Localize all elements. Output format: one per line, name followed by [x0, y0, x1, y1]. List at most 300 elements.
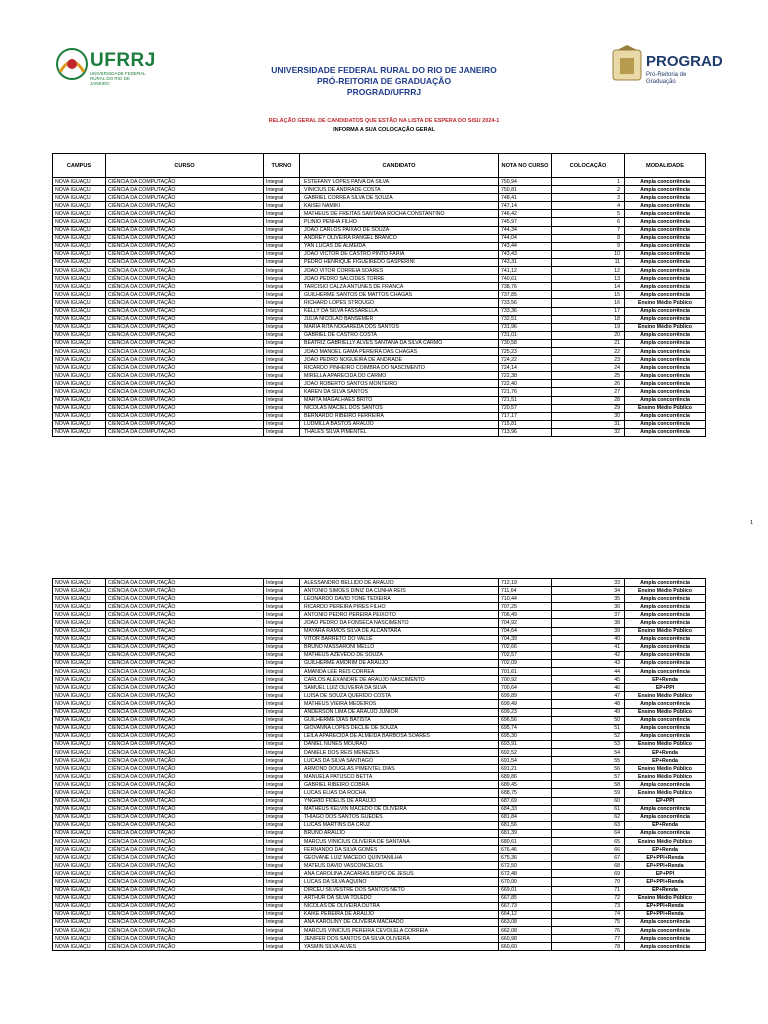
cell-turno: Integral: [264, 894, 300, 902]
cell-candidato: THALES SILVA PIMENTEL: [300, 428, 499, 436]
cell-candidato: ANTONIO PEDRO PEREIRA PEIXOTO: [300, 611, 499, 619]
cell-candidato: FERNANDO DA SILVA GOMES: [300, 846, 499, 854]
header-pro-reitoria: PRÓ-REITORIA DE GRADUAÇÃO: [316, 76, 452, 86]
cell-modalidade: EP+PPI: [625, 870, 706, 878]
cell-nota: 691,21: [499, 765, 552, 773]
cell-curso: CIÊNCIA DA COMPUTAÇÃO: [106, 902, 264, 910]
cell-candidato: ANA KAROLINY DE OLIVEIRA MACHADO: [300, 918, 499, 926]
cell-colocacao: 7: [552, 226, 625, 234]
cell-campus: NOVA IGUAÇU: [53, 412, 106, 420]
cell-curso: CIÊNCIA DA COMPUTAÇÃO: [106, 218, 264, 226]
cell-campus: NOVA IGUAÇU: [53, 364, 106, 372]
cell-curso: CIÊNCIA DA COMPUTAÇÃO: [106, 862, 264, 870]
table-row: [53, 579, 706, 587]
cell-campus: NOVA IGUAÇU: [53, 619, 106, 627]
cell-candidato: KELLY DA SILVA FASSARELLA: [300, 307, 499, 315]
cell-colocacao: 53: [552, 740, 625, 748]
cell-campus: NOVA IGUAÇU: [53, 659, 106, 667]
cell-campus: NOVA IGUAÇU: [53, 829, 106, 837]
cell-turno: Integral: [264, 178, 300, 186]
cell-candidato: TARCISIO CALZA ANTUNES DE FRANCA: [300, 283, 499, 291]
cell-campus: NOVA IGUAÇU: [53, 202, 106, 210]
cell-turno: Integral: [264, 740, 300, 748]
cell-modalidade: Ampla concorrência: [625, 283, 706, 291]
cell-curso: CIÊNCIA DA COMPUTAÇÃO: [106, 372, 264, 380]
cell-campus: NOVA IGUAÇU: [53, 331, 106, 339]
cell-turno: Integral: [264, 700, 300, 708]
cell-turno: Integral: [264, 732, 300, 740]
cell-nota: 701,61: [499, 668, 552, 676]
cell-nota: 699,23: [499, 708, 552, 716]
cell-campus: NOVA IGUAÇU: [53, 388, 106, 396]
cell-nota: 672,50: [499, 862, 552, 870]
cell-modalidade: Ampla concorrência: [625, 595, 706, 603]
cell-campus: NOVA IGUAÇU: [53, 668, 106, 676]
cell-modalidade: Ampla concorrência: [625, 412, 706, 420]
cell-colocacao: 73: [552, 902, 625, 910]
page-number: 1: [750, 520, 754, 526]
cell-modalidade: Ampla concorrência: [625, 611, 706, 619]
cell-turno: Integral: [264, 356, 300, 364]
cell-nota: 669,01: [499, 886, 552, 894]
cell-campus: NOVA IGUAÇU: [53, 267, 106, 275]
cell-colocacao: 63: [552, 821, 625, 829]
table-row: [53, 250, 706, 258]
cell-campus: NOVA IGUAÇU: [53, 315, 106, 323]
cell-campus: NOVA IGUAÇU: [53, 250, 106, 258]
cell-campus: NOVA IGUAÇU: [53, 635, 106, 643]
cell-nota: 688,75: [499, 789, 552, 797]
cell-campus: NOVA IGUAÇU: [53, 234, 106, 242]
cell-candidato: JOAO ROBERTO SANTOS MONTEIRO: [300, 380, 499, 388]
cell-colocacao: 35: [552, 595, 625, 603]
cell-candidato: PEDRO HENRIQUE FIGUEIREDO GASPERINI: [300, 258, 499, 266]
cell-campus: NOVA IGUAÇU: [53, 684, 106, 692]
cell-modalidade: Ensino Médio Público: [625, 404, 706, 412]
cell-turno: Integral: [264, 347, 300, 355]
cell-curso: CIÊNCIA DA COMPUTAÇÃO: [106, 765, 264, 773]
cell-modalidade: Ampla concorrência: [625, 420, 706, 428]
cell-curso: CIÊNCIA DA COMPUTAÇÃO: [106, 643, 264, 651]
cell-colocacao: 39: [552, 627, 625, 635]
cell-colocacao: 17: [552, 307, 625, 315]
cell-candidato: DANIEL NUNES MOURAO: [300, 740, 499, 748]
cell-candidato: THIAGO DOS SANTOS GUEDES: [300, 813, 499, 821]
cell-curso: CIÊNCIA DA COMPUTAÇÃO: [106, 870, 264, 878]
cell-nota: 692,52: [499, 748, 552, 756]
cell-curso: CIÊNCIA DA COMPUTAÇÃO: [106, 692, 264, 700]
cell-campus: NOVA IGUAÇU: [53, 886, 106, 894]
cell-modalidade: Ampla concorrência: [625, 635, 706, 643]
cell-modalidade: Ensino Médio Público: [625, 692, 706, 700]
cell-curso: CIÊNCIA DA COMPUTAÇÃO: [106, 194, 264, 202]
cell-colocacao: 28: [552, 396, 625, 404]
cell-candidato: MAYARA RAMOS SILVA DE ALCANTARA: [300, 627, 499, 635]
cell-nota: 696,56: [499, 716, 552, 724]
cell-candidato: JOAO CARLOS PAIXAO DE SOUZA: [300, 226, 499, 234]
table-row: [53, 339, 706, 347]
cell-colocacao: 64: [552, 829, 625, 837]
table-row: [53, 299, 706, 307]
cell-modalidade: EP+Renda: [625, 846, 706, 854]
cell-turno: Integral: [264, 748, 300, 756]
cell-curso: CIÊNCIA DA COMPUTAÇÃO: [106, 396, 264, 404]
cell-candidato: VINICIUS DE ANDRADE COSTA: [300, 186, 499, 194]
cell-modalidade: EP+PPI+Renda: [625, 878, 706, 886]
cell-campus: NOVA IGUAÇU: [53, 700, 106, 708]
table-row: [53, 356, 706, 364]
table-row: [53, 773, 706, 781]
cell-turno: Integral: [264, 396, 300, 404]
cell-colocacao: 2: [552, 186, 625, 194]
cell-campus: NOVA IGUAÇU: [53, 339, 106, 347]
cell-turno: Integral: [264, 838, 300, 846]
cell-campus: NOVA IGUAÇU: [53, 299, 106, 307]
cell-nota: 744,34: [499, 226, 552, 234]
cell-nota: 699,49: [499, 700, 552, 708]
cell-modalidade: Ampla concorrência: [625, 307, 706, 315]
cell-modalidade: Ampla concorrência: [625, 935, 706, 943]
cell-colocacao: 60: [552, 797, 625, 805]
cell-modalidade: EP+PPI: [625, 797, 706, 805]
cell-colocacao: 61: [552, 805, 625, 813]
cell-campus: NOVA IGUAÇU: [53, 579, 106, 587]
cell-campus: NOVA IGUAÇU: [53, 854, 106, 862]
cell-nota: 691,54: [499, 757, 552, 765]
cell-campus: NOVA IGUAÇU: [53, 813, 106, 821]
cell-turno: Integral: [264, 757, 300, 765]
cell-colocacao: 31: [552, 420, 625, 428]
cell-modalidade: Ampla concorrência: [625, 372, 706, 380]
cell-campus: NOVA IGUAÇU: [53, 347, 106, 355]
cell-turno: Integral: [264, 765, 300, 773]
cell-candidato: LUCAS DA SILVA AQUINO: [300, 878, 499, 886]
cell-modalidade: Ampla concorrência: [625, 178, 706, 186]
cell-modalidade: Ampla concorrência: [625, 781, 706, 789]
cell-curso: CIÊNCIA DA COMPUTAÇÃO: [106, 708, 264, 716]
cell-nota: 700,92: [499, 676, 552, 684]
cell-turno: Integral: [264, 862, 300, 870]
cell-nota: 721,76: [499, 388, 552, 396]
cell-candidato: VITOR BARRETO DO VALLE: [300, 635, 499, 643]
cell-colocacao: 14: [552, 283, 625, 291]
cell-candidato: KAIKE PEREIRA DE ARAUJO: [300, 910, 499, 918]
table-row: [53, 587, 706, 595]
cell-turno: Integral: [264, 902, 300, 910]
cell-turno: Integral: [264, 234, 300, 242]
cell-campus: NOVA IGUAÇU: [53, 283, 106, 291]
cell-nota: 731,96: [499, 323, 552, 331]
cell-modalidade: Ampla concorrência: [625, 234, 706, 242]
cell-colocacao: 59: [552, 789, 625, 797]
cell-turno: Integral: [264, 339, 300, 347]
cell-turno: Integral: [264, 943, 300, 951]
cell-nota: 743,44: [499, 242, 552, 250]
cell-turno: Integral: [264, 404, 300, 412]
cell-turno: Integral: [264, 781, 300, 789]
cell-curso: CIÊNCIA DA COMPUTAÇÃO: [106, 210, 264, 218]
cell-candidato: BRUNO ARAUJO: [300, 829, 499, 837]
cell-turno: Integral: [264, 267, 300, 275]
cell-candidato: ALESSANDRO BELLIDO DE ARAUJO: [300, 579, 499, 587]
cell-modalidade: Ensino Médio Público: [625, 838, 706, 846]
cell-candidato: MATHEUS KELVIN MACEDO DE OLIVEIRA: [300, 805, 499, 813]
cell-candidato: LUCAS DA SILVA SANTIAGO: [300, 757, 499, 765]
cell-nota: 676,46: [499, 846, 552, 854]
cell-colocacao: 45: [552, 676, 625, 684]
cell-candidato: BRUNO MASSARONI MELLO: [300, 643, 499, 651]
cell-campus: NOVA IGUAÇU: [53, 740, 106, 748]
cell-turno: Integral: [264, 611, 300, 619]
table-row: [53, 708, 706, 716]
cell-colocacao: 23: [552, 356, 625, 364]
cell-modalidade: Ampla concorrência: [625, 339, 706, 347]
cell-nota: 689,45: [499, 781, 552, 789]
cell-campus: NOVA IGUAÇU: [53, 918, 106, 926]
cell-modalidade: Ampla concorrência: [625, 388, 706, 396]
cell-candidato: ESTEFANY LOPES PAIVA DA SILVA: [300, 178, 499, 186]
cell-nota: 733,36: [499, 307, 552, 315]
table-row: [53, 275, 706, 283]
table-row: [53, 364, 706, 372]
cell-nota: 725,23: [499, 347, 552, 355]
table-row: [53, 380, 706, 388]
cell-nota: 707,25: [499, 603, 552, 611]
cell-turno: Integral: [264, 651, 300, 659]
cell-campus: NOVA IGUAÇU: [53, 692, 106, 700]
cell-turno: Integral: [264, 829, 300, 837]
candidates-table-page-2: [52, 578, 706, 951]
cell-colocacao: 15: [552, 291, 625, 299]
cell-candidato: NICOLAS DE OLIVEIRA DUTRA: [300, 902, 499, 910]
cell-colocacao: 51: [552, 724, 625, 732]
cell-modalidade: Ensino Médio Público: [625, 627, 706, 635]
cell-candidato: DANIELE DOS REIS MENEZES: [300, 748, 499, 756]
cell-nota: 681,39: [499, 829, 552, 837]
cell-curso: CIÊNCIA DA COMPUTAÇÃO: [106, 603, 264, 611]
cell-candidato: YASMIN SILVA ALVES: [300, 943, 499, 951]
cell-colocacao: 25: [552, 372, 625, 380]
table-row: [53, 404, 706, 412]
cell-colocacao: 67: [552, 854, 625, 862]
cell-colocacao: 76: [552, 927, 625, 935]
cell-candidato: JOAO VITOR CORREIA SOARES: [300, 267, 499, 275]
cell-curso: CIÊNCIA DA COMPUTAÇÃO: [106, 935, 264, 943]
cell-turno: Integral: [264, 676, 300, 684]
cell-curso: CIÊNCIA DA COMPUTAÇÃO: [106, 283, 264, 291]
cell-colocacao: 12: [552, 267, 625, 275]
cell-nota: 722,38: [499, 372, 552, 380]
cell-colocacao: 29: [552, 404, 625, 412]
cell-turno: Integral: [264, 927, 300, 935]
cell-curso: CIÊNCIA DA COMPUTAÇÃO: [106, 748, 264, 756]
table-row: [53, 659, 706, 667]
cell-campus: NOVA IGUAÇU: [53, 194, 106, 202]
cell-turno: Integral: [264, 210, 300, 218]
cell-curso: CIÊNCIA DA COMPUTAÇÃO: [106, 918, 264, 926]
cell-campus: NOVA IGUAÇU: [53, 420, 106, 428]
cell-colocacao: 46: [552, 684, 625, 692]
cell-candidato: RICARDO PINHEIRO COIMBRA DO NASCIMENTO: [300, 364, 499, 372]
cell-nota: 684,33: [499, 805, 552, 813]
cell-campus: NOVA IGUAÇU: [53, 323, 106, 331]
table-row: [53, 805, 706, 813]
cell-modalidade: Ampla concorrência: [625, 813, 706, 821]
report-subtitle: INFORMA A SUA COLOCAÇÃO GERAL: [333, 127, 435, 133]
cell-colocacao: 44: [552, 668, 625, 676]
cell-turno: Integral: [264, 659, 300, 667]
cell-turno: Integral: [264, 412, 300, 420]
table-row: [53, 307, 706, 315]
candidates-table-page-1: [52, 153, 706, 437]
cell-curso: CIÊNCIA DA COMPUTAÇÃO: [106, 619, 264, 627]
cell-candidato: JOAO VICTOR DE CASTRO PINTO FARIA: [300, 250, 499, 258]
column-header-colocacao: COLOCAÇÃO: [552, 154, 625, 178]
cell-curso: CIÊNCIA DA COMPUTAÇÃO: [106, 846, 264, 854]
cell-curso: CIÊNCIA DA COMPUTAÇÃO: [106, 267, 264, 275]
table-row: [53, 935, 706, 943]
cell-modalidade: Ampla concorrência: [625, 210, 706, 218]
cell-curso: CIÊNCIA DA COMPUTAÇÃO: [106, 668, 264, 676]
cell-turno: Integral: [264, 886, 300, 894]
cell-modalidade: EP+Renda: [625, 821, 706, 829]
cell-curso: CIÊNCIA DA COMPUTAÇÃO: [106, 878, 264, 886]
table-row: [53, 862, 706, 870]
cell-colocacao: 57: [552, 773, 625, 781]
cell-modalidade: EP+Renda: [625, 886, 706, 894]
cell-nota: 730,58: [499, 339, 552, 347]
table-row: [53, 668, 706, 676]
cell-turno: Integral: [264, 420, 300, 428]
cell-nota: 704,64: [499, 627, 552, 635]
cell-candidato: YNGRID FIDELIS DE ARAUJO: [300, 797, 499, 805]
cell-colocacao: 65: [552, 838, 625, 846]
cell-turno: Integral: [264, 918, 300, 926]
cell-curso: CIÊNCIA DA COMPUTAÇÃO: [106, 611, 264, 619]
cell-candidato: ANDREY OLIVEIRA RANGEL BRANCO: [300, 234, 499, 242]
cell-nota: 711,64: [499, 587, 552, 595]
cell-campus: NOVA IGUAÇU: [53, 587, 106, 595]
cell-campus: NOVA IGUAÇU: [53, 838, 106, 846]
cell-campus: NOVA IGUAÇU: [53, 396, 106, 404]
cell-curso: CIÊNCIA DA COMPUTAÇÃO: [106, 805, 264, 813]
table-row: [53, 291, 706, 299]
cell-candidato: MARCUS VINICIUS PEREIRA CEVOLELA CORREIA: [300, 927, 499, 935]
cell-colocacao: 34: [552, 587, 625, 595]
cell-candidato: GIOVANNA LOPES DECLIE DE SOUZA: [300, 724, 499, 732]
cell-nota: 724,14: [499, 364, 552, 372]
cell-candidato: BERNARDO RIBEIRO FERREIRA: [300, 412, 499, 420]
cell-turno: Integral: [264, 258, 300, 266]
cell-campus: NOVA IGUAÇU: [53, 765, 106, 773]
cell-curso: CIÊNCIA DA COMPUTAÇÃO: [106, 813, 264, 821]
cell-turno: Integral: [264, 773, 300, 781]
cell-candidato: BEATRIZ GABRIELLY ALVES SANTANA DA SILVA CARMO: [300, 339, 499, 347]
cell-nota: 747,14: [499, 202, 552, 210]
cell-turno: Integral: [264, 202, 300, 210]
cell-modalidade: Ensino Médio Público: [625, 587, 706, 595]
cell-campus: NOVA IGUAÇU: [53, 242, 106, 250]
cell-candidato: PLINIO PENHA FILHO: [300, 218, 499, 226]
cell-colocacao: 52: [552, 732, 625, 740]
cell-campus: NOVA IGUAÇU: [53, 797, 106, 805]
cell-campus: NOVA IGUAÇU: [53, 789, 106, 797]
table-row: [53, 797, 706, 805]
table-row: [53, 700, 706, 708]
cell-curso: CIÊNCIA DA COMPUTAÇÃO: [106, 404, 264, 412]
cell-nota: 744,04: [499, 234, 552, 242]
cell-curso: CIÊNCIA DA COMPUTAÇÃO: [106, 627, 264, 635]
table-row: [53, 331, 706, 339]
cell-campus: NOVA IGUAÇU: [53, 716, 106, 724]
cell-turno: Integral: [264, 299, 300, 307]
cell-turno: Integral: [264, 603, 300, 611]
table-row: [53, 210, 706, 218]
cell-colocacao: 68: [552, 862, 625, 870]
cell-campus: NOVA IGUAÇU: [53, 603, 106, 611]
cell-candidato: DIRCEU SILVESTRE DOS SANTOS NETO: [300, 886, 499, 894]
cell-candidato: MARTA MAGALHAES BRITO: [300, 396, 499, 404]
table-row: [53, 886, 706, 894]
prograd-logo-sub: Pró-Reitoria de Graduação: [646, 72, 687, 85]
table-row: [53, 347, 706, 355]
cell-colocacao: 50: [552, 716, 625, 724]
cell-modalidade: EP+PPI+Renda: [625, 862, 706, 870]
cell-turno: Integral: [264, 283, 300, 291]
cell-turno: Integral: [264, 716, 300, 724]
cell-modalidade: Ampla concorrência: [625, 347, 706, 355]
cell-modalidade: Ampla concorrência: [625, 331, 706, 339]
cell-campus: NOVA IGUAÇU: [53, 372, 106, 380]
cell-curso: CIÊNCIA DA COMPUTAÇÃO: [106, 854, 264, 862]
cell-modalidade: Ampla concorrência: [625, 275, 706, 283]
cell-curso: CIÊNCIA DA COMPUTAÇÃO: [106, 315, 264, 323]
cell-candidato: GEOVANE LUIZ MACEDO QUINTANILHA: [300, 854, 499, 862]
cell-modalidade: EP+PPI+Renda: [625, 910, 706, 918]
cell-campus: NOVA IGUAÇU: [53, 186, 106, 194]
cell-curso: CIÊNCIA DA COMPUTAÇÃO: [106, 797, 264, 805]
cell-nota: 712,19: [499, 579, 552, 587]
cell-turno: Integral: [264, 315, 300, 323]
cell-colocacao: 70: [552, 878, 625, 886]
cell-turno: Integral: [264, 789, 300, 797]
cell-curso: CIÊNCIA DA COMPUTAÇÃO: [106, 347, 264, 355]
cell-candidato: MATEUS DAVID VASCONCELOS: [300, 862, 499, 870]
cell-campus: NOVA IGUAÇU: [53, 846, 106, 854]
cell-curso: CIÊNCIA DA COMPUTAÇÃO: [106, 364, 264, 372]
cell-nota: 750,81: [499, 186, 552, 194]
cell-candidato: ARTHUR DA SILVA TOLEDO: [300, 894, 499, 902]
cell-nota: 731,01: [499, 331, 552, 339]
cell-modalidade: EP+Renda: [625, 748, 706, 756]
table-row: [53, 194, 706, 202]
cell-nota: 667,73: [499, 902, 552, 910]
cell-nota: 732,51: [499, 315, 552, 323]
cell-turno: Integral: [264, 587, 300, 595]
cell-curso: CIÊNCIA DA COMPUTAÇÃO: [106, 927, 264, 935]
table-row: [53, 813, 706, 821]
cell-campus: NOVA IGUAÇU: [53, 894, 106, 902]
cell-modalidade: Ampla concorrência: [625, 242, 706, 250]
cell-candidato: RICHARD LOPES STROUGO: [300, 299, 499, 307]
cell-campus: NOVA IGUAÇU: [53, 927, 106, 935]
table-body-page-2: [53, 579, 706, 951]
cell-colocacao: 78: [552, 943, 625, 951]
cell-candidato: ARMOND DOUGLAS PIMENTEL DIAS: [300, 765, 499, 773]
cell-curso: CIÊNCIA DA COMPUTAÇÃO: [106, 773, 264, 781]
table-row: [53, 315, 706, 323]
cell-curso: CIÊNCIA DA COMPUTAÇÃO: [106, 178, 264, 186]
